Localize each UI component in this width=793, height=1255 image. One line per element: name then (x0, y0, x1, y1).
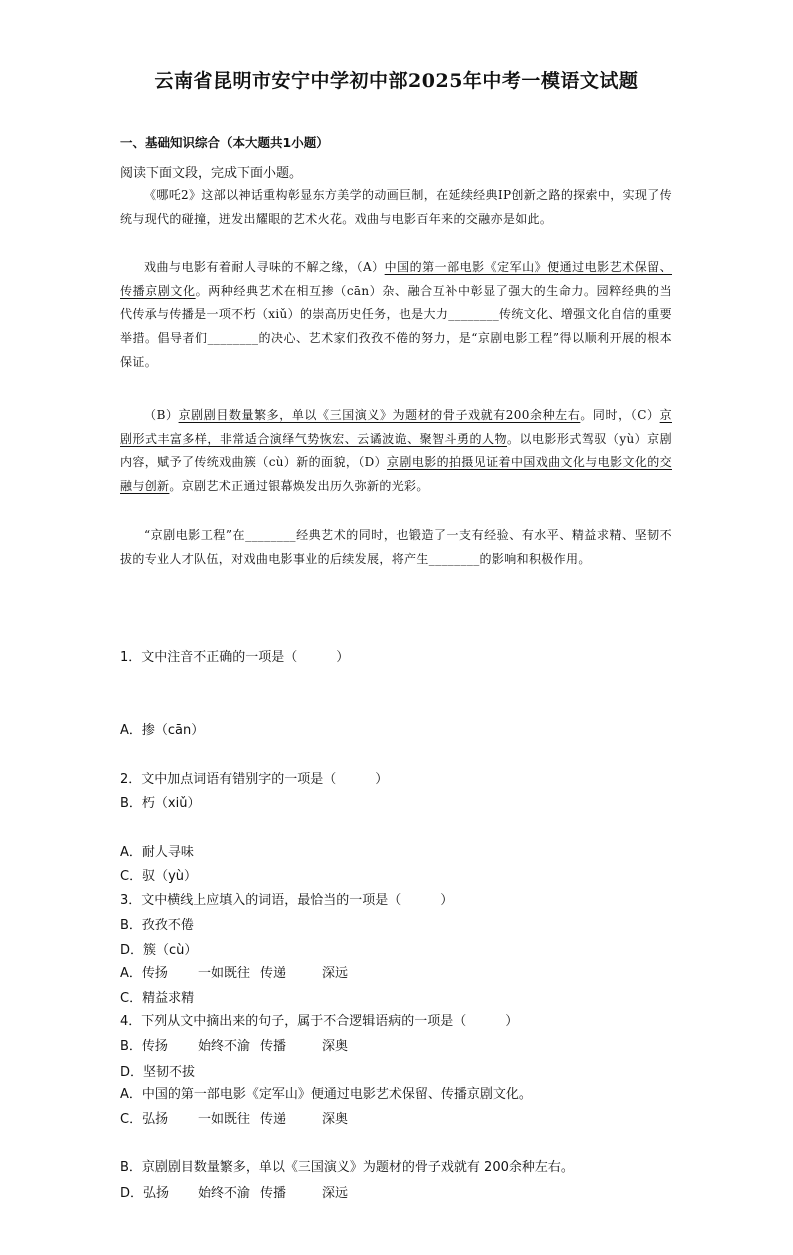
passage-paragraph-1: 《哪吒2》这部以神话重构彰显东方美学的动画巨制，在延续经典IP创新之路的探索中，实现了传统与现代的碰撞，迸发出耀眼的艺术火花。戏曲与电影百年来的交融亦是如此。 (120, 188, 672, 226)
option-a: A．中国的第一部电影《定军山》便通过电影艺术保留、传播京剧文化。 (120, 1087, 532, 1103)
question-stem: 2．文中加点词语有错别字的一项是（ ） (120, 771, 389, 787)
option-d: D．簇（cù） (120, 942, 198, 958)
passage-paragraph-4: “京剧电影工程”在________经典艺术的同时，也锻造了一支有经验、有水平、精益求精、坚韧不拔的专业人才队伍，对戏曲电影事业的后续发展，将产生________的影响和积极作用。 (120, 528, 672, 566)
option-word: 传播 (260, 1185, 287, 1201)
passage-text: 。两种经典艺术在相互掺（cān）杂、融合互补中彰显了强大的生命力。园粹经典的当代传承与传播是一项不朽（xiǔ）的崇高历史任务，也是大力________传统文化、增强文化自信的重要举措。倡导者们________的决心、艺术家们孜孜不倦的努力，是“京剧电影工程”得以顺利开展的根本保证。 (120, 283, 672, 369)
option-c: C．精益求精 (120, 991, 195, 1007)
page-title: 云南省昆明市安宁中学初中部2025年中考一模语文试题 (154, 70, 639, 92)
option-d: D．坚韧不拔 (120, 1064, 196, 1080)
option-label: B．传扬 (120, 1039, 168, 1055)
option-word: 传递 (260, 1112, 287, 1128)
passage-text: （B） (144, 408, 179, 422)
option-label: A．传扬 (120, 966, 168, 982)
option-word: 一如既往 (198, 1112, 251, 1128)
underlined-sentence-b: 京剧剧目数量繁多，单以《三国演义》为题材的骨子戏就有200余种左右 (178, 408, 581, 422)
option-word: 始终不渝 (198, 1185, 251, 1201)
option-label: C．弘扬 (120, 1112, 169, 1128)
option-b: B．京剧剧目数量繁多，单以《三国演义》为题材的骨子戏就有 200余种左右。 (120, 1160, 574, 1176)
reading-instruction: 阅读下面文段，完成下面小题。 (120, 166, 303, 181)
passage-paragraph-2 (120, 256, 672, 375)
option-a: A．掺（cān） (120, 723, 205, 739)
question-stem: 3．文中横线上应填入的词语，最恰当的一项是（ ） (120, 892, 454, 908)
question-stem: 1．文中注音不正确的一项是（ ） (120, 649, 350, 665)
option-word: 深奥 (322, 1039, 349, 1055)
option-word: 深远 (322, 966, 349, 982)
option-word: 一如既往 (198, 966, 251, 982)
underlined-sentence-c: 京剧形式丰富多样，非常适合演绎气势恢宏、云谲波诡、聚智斗勇的人物 (120, 408, 672, 446)
passage-paragraph-3 (120, 404, 672, 499)
option-c: C．驭（yù） (120, 869, 198, 885)
question-4 (120, 961, 574, 1229)
option-word: 传递 (260, 966, 287, 982)
option-word: 始终不渝 (198, 1039, 251, 1055)
underlined-sentence-d: 京剧电影的拍摄见证着中国戏曲文化与电影文化的交融与创新 (120, 455, 672, 494)
option-word: 传播 (260, 1039, 287, 1055)
option-word: 深奥 (322, 1112, 349, 1128)
option-label: D．弘扬 (120, 1185, 170, 1201)
passage-text: 。以电影形式驾驭（yù）京剧内容，赋予了传统戏曲簇（cù）新的面貌，（D） (120, 431, 672, 470)
option-word: 深远 (322, 1185, 349, 1201)
question-stem: 4．下列从文中摘出来的句子，属于不合逻辑语病的一项是（ ） (120, 1013, 519, 1029)
section-heading: 一、基础知识综合（本大题共1小题） (120, 135, 329, 150)
underlined-sentence-a: 中国的第一部电影《定军山》便通过电影艺术保留、传播京剧文化 (120, 260, 672, 298)
passage-text: 戏曲与电影有着耐人寻味的不解之缘，（A） (144, 260, 385, 274)
passage-text: 。同时，（C） (580, 408, 660, 422)
option-b: B．朽（xiǔ） (120, 796, 201, 812)
passage-text: 。京剧艺术正通过银幕焕发出历久弥新的光彩。 (169, 479, 429, 494)
option-b: B．孜孜不倦 (120, 918, 194, 934)
option-a: A．耐人寻味 (120, 845, 194, 861)
